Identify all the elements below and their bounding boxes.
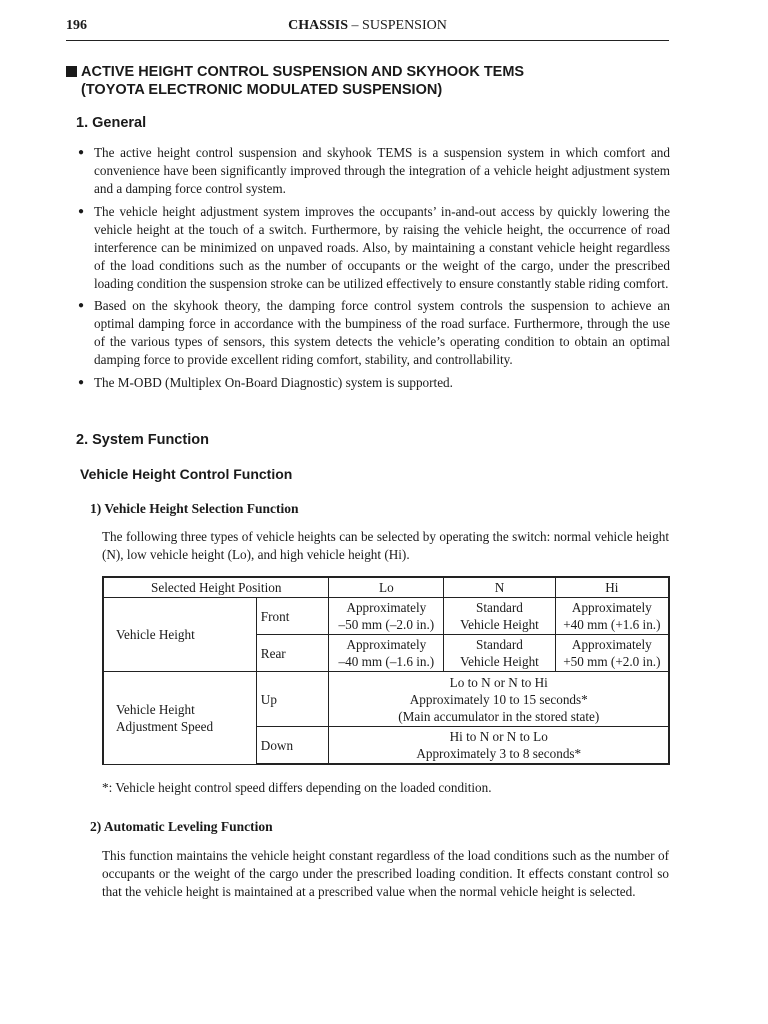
down-cell: Hi to N or N to Lo Approximately 3 to 8 seconds*	[329, 727, 669, 765]
header-selected-height: Selected Height Position	[103, 577, 329, 598]
vehicle-height-label: Vehicle Height	[103, 598, 256, 672]
title-separator: –	[348, 18, 363, 33]
square-bullet-icon	[66, 66, 77, 77]
bullet-item: ● Based on the skyhook theory, the damping force control system controls the suspension to achieve an optimal damping force in accordance with the bumpiness of the road surface. Furthermore, through the use of the various types of sensors, this system detects the vehicle’s operating condition to obtain an optimal damping force to provide excellent riding comfort, stability, and controllability.	[76, 297, 670, 369]
page-header	[66, 18, 669, 41]
rear-lo-cell: Approximately –40 mm (–1.6 in.)	[329, 635, 444, 672]
general-bullet-list	[76, 144, 670, 396]
bullet-item: ● The M-OBD (Multiplex On-Board Diagnostic) system is supported.	[76, 374, 670, 392]
height-spec-table	[102, 576, 670, 765]
front-hi-cell: Approximately +40 mm (+1.6 in.)	[555, 598, 669, 635]
adjustment-speed-label: Vehicle Height Adjustment Speed	[103, 672, 256, 765]
up-label: Up	[256, 672, 329, 727]
leveling-function-heading: 2) Automatic Leveling Function	[90, 819, 273, 834]
bullet-item: ● The vehicle height adjustment system improves the occupants’ in-and-out access by quickly lowering the vehicle height at the touch of a switch. Furthermore, by raising the vehicle height, the occurrence of road interference can be minimized on unpaved roads. Also, by maintaining a constant vehicle height regardless of the load conditions such as the number of occupants or the weight of the cargo, under the prescribed loading condition the suspension stroke can be utilized effectively to ensure constantly stable riding comfort.	[76, 203, 670, 293]
front-n-cell: Standard Vehicle Height	[444, 598, 555, 635]
general-heading: 1. General	[76, 115, 147, 131]
rear-n-cell: Standard Vehicle Height	[444, 635, 555, 672]
table-row-up	[103, 672, 669, 727]
leveling-function-text: This function maintains the vehicle height constant regardless of the load conditions such as the number of occupants or the weight of the cargo under the prescribed loading condition. It effects constant control so that the vehicle height is maintained at a prescribed value when the normal vehicle height is selected.	[102, 848, 669, 899]
header-lo: Lo	[329, 577, 444, 598]
subsection-name: SUSPENSION	[362, 18, 447, 33]
down-label: Down	[256, 727, 329, 765]
running-title	[66, 18, 669, 34]
table-footnote: *: Vehicle height control speed differs depending on the loaded condition.	[102, 780, 492, 795]
table-header-row	[103, 577, 669, 598]
front-lo-cell: Approximately –50 mm (–2.0 in.)	[329, 598, 444, 635]
front-label: Front	[256, 598, 329, 635]
selection-function-heading: 1) Vehicle Height Selection Function	[90, 501, 299, 516]
page-number: 196	[66, 18, 87, 33]
main-heading-line1: ACTIVE HEIGHT CONTROL SUSPENSION AND SKYHOOK TEMS	[81, 64, 525, 80]
main-heading-line2: (TOYOTA ELECTRONIC MODULATED SUSPENSION)	[81, 82, 443, 98]
main-heading	[66, 63, 524, 99]
header-hi: Hi	[555, 577, 669, 598]
section-name: CHASSIS	[288, 18, 349, 33]
rear-hi-cell: Approximately +50 mm (+2.0 in.)	[555, 635, 669, 672]
system-function-heading: 2. System Function	[76, 432, 209, 448]
height-control-subheading: Vehicle Height Control Function	[80, 466, 293, 482]
table-row-front	[103, 598, 669, 635]
bullet-item: ● The active height control suspension and skyhook TEMS is a suspension system in which comfort and convenience have been significantly improved through the integration of a vehicle height adjustment system and a damping force control system.	[76, 144, 670, 198]
up-cell: Lo to N or N to Hi Approximately 10 to 15 seconds* (Main accumulator in the stored state)	[329, 672, 669, 727]
selection-function-text: The following three types of vehicle heights can be selected by operating the switch: normal vehicle height (N), low vehicle height (Lo), and high vehicle height (Hi).	[102, 529, 669, 562]
rear-label: Rear	[256, 635, 329, 672]
header-n: N	[444, 577, 555, 598]
